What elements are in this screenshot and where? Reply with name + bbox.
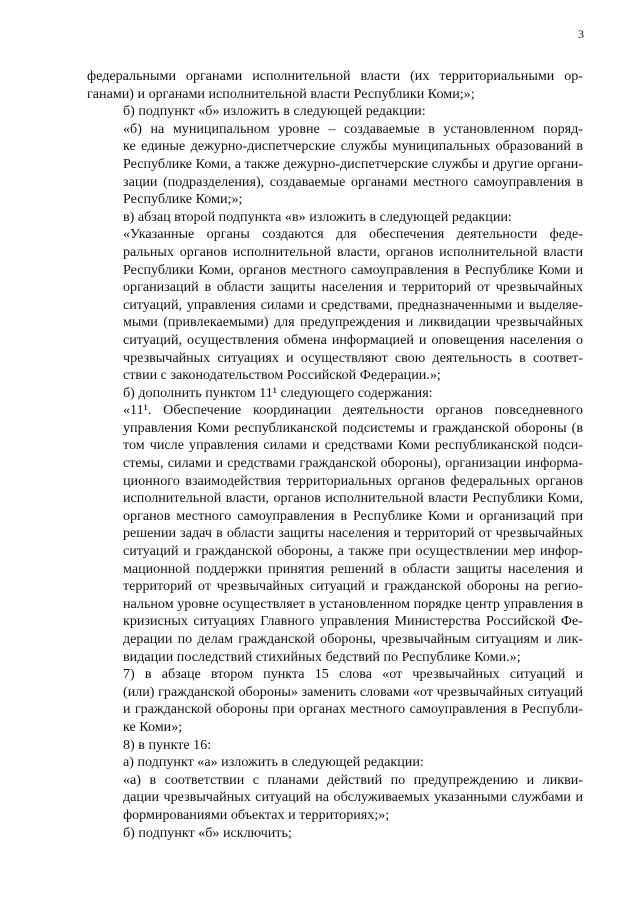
text-line: в) абзац второй подпункта «в» изложить в следующей редакции: bbox=[123, 208, 512, 225]
text-line: дерации по делам гражданской обороны, чрезвычайным ситуациям и лик- bbox=[123, 631, 583, 647]
paragraph bbox=[87, 754, 583, 772]
text-line: и гражданской обороны при органах местного самоуправления в Республи- bbox=[123, 701, 583, 718]
text-line: федеральными органами исполнительной власти (их территориальными ор- bbox=[87, 68, 583, 84]
text-line: зации (подразделения), создаваемые органами местного самоуправления в bbox=[123, 173, 583, 190]
text-line: 8) в пункте 16: bbox=[123, 736, 212, 753]
text-line: формированиями объектах и территориях;»; bbox=[123, 806, 390, 823]
text-line: исполнительной власти, органов исполнительной власти Республики Коми, bbox=[123, 490, 583, 507]
paragraph bbox=[87, 209, 583, 227]
paragraph bbox=[87, 402, 583, 666]
text-line: «11¹. Обеспечение координации деятельности органов повседневного bbox=[123, 402, 583, 419]
text-line: б) подпункт «б» исключить; bbox=[123, 824, 292, 841]
text-line: ситуаций и гражданской обороны, а также при осуществлении мер инфор- bbox=[123, 543, 583, 560]
text-line: видации последствий стихийных бедствий по Республике Коми.»; bbox=[123, 648, 521, 665]
text-line: организаций в области защиты населения и территорий от чрезвычайных bbox=[123, 279, 583, 296]
text-line: чрезвычайных ситуациях и осуществляют свою деятельность в соответ- bbox=[123, 349, 583, 366]
text-line: б) подпункт «б» изложить в следующей редакции: bbox=[123, 103, 426, 120]
text-line: ганами) и органами исполнительной власти Республики Коми;»; bbox=[87, 85, 475, 102]
text-line: стемы, силами и средствами гражданской обороны), организации информа- bbox=[123, 455, 583, 472]
text-line: Республики Коми, органов местного самоуправления в Республике Коми и bbox=[123, 261, 583, 278]
text-line: ке Коми»; bbox=[123, 718, 183, 735]
paragraph bbox=[87, 737, 583, 755]
text-line: ситуаций, осуществления обмена информацией и оповещения населения о bbox=[123, 331, 583, 348]
text-line: территорий от чрезвычайных ситуаций и гражданской обороны на регио- bbox=[123, 578, 583, 595]
text-line: решении задач в области защиты населения и территорий от чрезвычайных bbox=[123, 525, 583, 542]
paragraph bbox=[87, 68, 583, 103]
text-line: а) подпункт «а» изложить в следующей редакции: bbox=[123, 754, 424, 771]
document-body bbox=[87, 68, 583, 842]
text-line: Республике Коми;»; bbox=[123, 191, 243, 208]
text-line: ствии с законодательством Российской Федерации.»; bbox=[123, 367, 441, 384]
paragraph bbox=[87, 772, 583, 825]
text-line: ционного взаимодействия территориальных органов федеральных органов bbox=[123, 472, 583, 489]
text-line: «а) в соответствии с планами действий по предупреждению и ликви- bbox=[123, 771, 583, 788]
text-line: Республике Коми, а также дежурно-диспетчерские службы и другие органи- bbox=[123, 155, 583, 172]
paragraph bbox=[87, 825, 583, 843]
text-line: дации чрезвычайных ситуаций на обслуживаемых указанными службами и bbox=[123, 789, 583, 806]
paragraph bbox=[87, 385, 583, 403]
paragraph bbox=[87, 226, 583, 384]
text-line: б) дополнить пунктом 11¹ следующего содержания: bbox=[123, 384, 433, 401]
text-line: ситуаций, управления силами и средствами, предназначенными и выделяе- bbox=[123, 296, 583, 313]
text-line: кризисных ситуациях Главного управления Министерства Российской Фе- bbox=[123, 613, 583, 630]
page-number: 3 bbox=[578, 27, 584, 41]
text-line: том числе управления силами и средствами Коми республиканской подси- bbox=[123, 437, 583, 454]
text-line: управления Коми республиканской подсистемы и гражданской обороны (в bbox=[123, 419, 583, 436]
text-line: 7) в абзаце втором пункта 15 слова «от чрезвычайных ситуаций и bbox=[123, 666, 583, 683]
paragraph bbox=[87, 103, 583, 121]
text-line: нальном уровне осуществляет в установленном порядке центр управления в bbox=[123, 595, 583, 612]
text-line: «б) на муниципальном уровне – создаваемые в установленном поряд- bbox=[123, 120, 583, 137]
text-line: ральных органов исполнительной власти, органов исполнительной власти bbox=[123, 243, 583, 260]
text-line: мационной поддержки принятия решений в области защиты населения и bbox=[123, 560, 583, 577]
paragraph bbox=[87, 666, 583, 736]
text-line: ке единые дежурно-диспетчерские службы муниципальных образований в bbox=[123, 138, 583, 155]
paragraph bbox=[87, 121, 583, 209]
text-line: органов местного самоуправления в Республике Коми и организаций при bbox=[123, 507, 583, 524]
text-line: мыми (привлекаемыми) для предупреждения и ликвидации чрезвычайных bbox=[123, 314, 583, 331]
text-line: «Указанные органы создаются для обеспечения деятельности феде- bbox=[123, 226, 583, 243]
text-line: (или) гражданской обороны» заменить словами «от чрезвычайных ситуаций bbox=[123, 683, 583, 700]
